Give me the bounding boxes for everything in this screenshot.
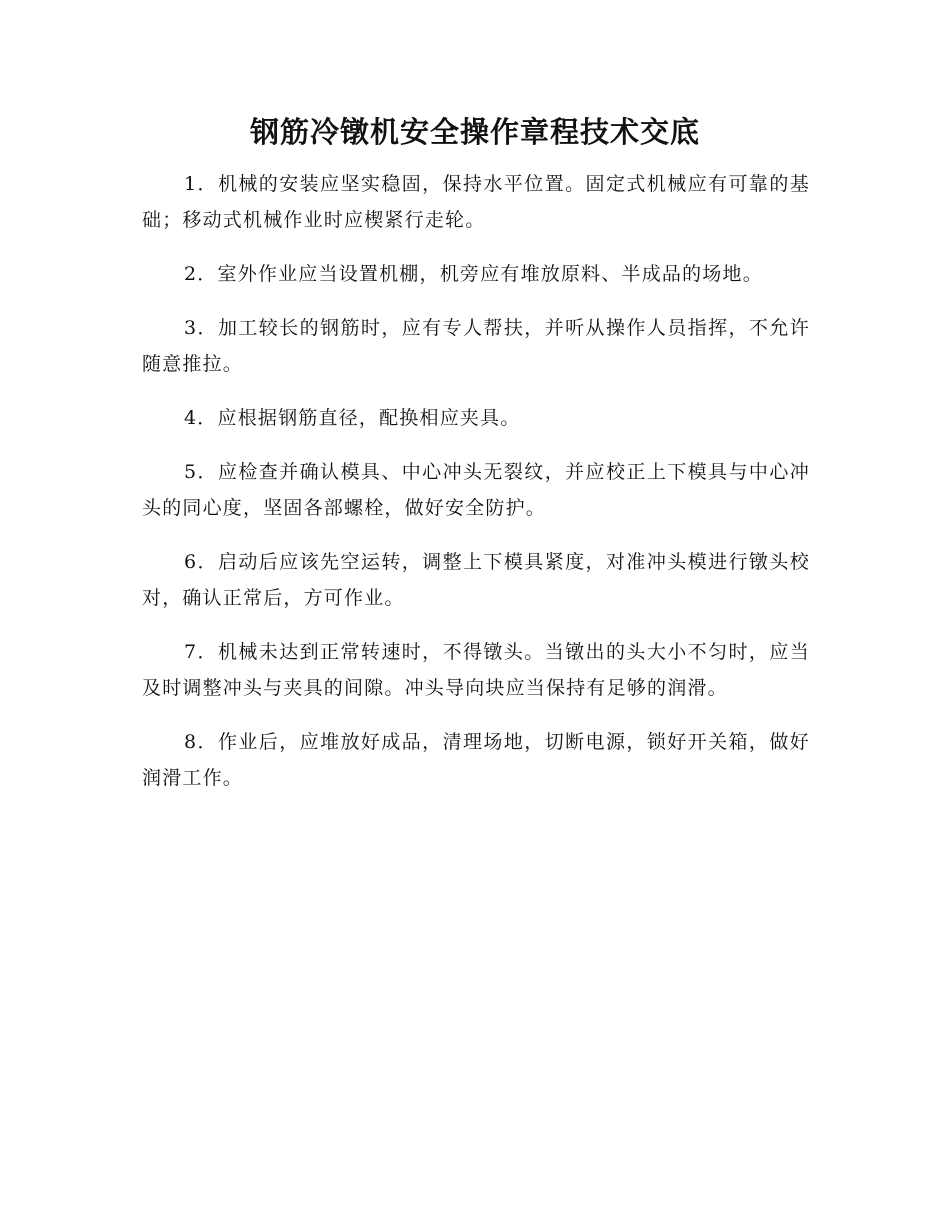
paragraph-number: 1． bbox=[184, 173, 218, 195]
paragraph-number: 4． bbox=[184, 407, 218, 429]
paragraph-1 bbox=[142, 166, 810, 238]
paragraph-number: 5． bbox=[184, 461, 218, 483]
paragraph-number: 6． bbox=[184, 551, 218, 573]
paragraph-3 bbox=[142, 310, 810, 382]
paragraph-text: 机械未达到正常转速时，不得镦头。当镦出的头大小不匀时，应当及时调整冲头与夹具的间隙。冲头导向块应当保持有足够的润滑。 bbox=[142, 641, 810, 699]
paragraph-text: 启动后应该先空运转，调整上下模具紧度，对准冲头模进行镦头校对，确认正常后，方可作业。 bbox=[142, 551, 810, 609]
paragraph-8 bbox=[142, 724, 810, 796]
paragraph-text: 应根据钢筋直径，配换相应夹具。 bbox=[217, 407, 521, 429]
paragraph-text: 机械的安装应坚实稳固，保持水平位置。固定式机械应有可靠的基础；移动式机械作业时应楔紧行走轮。 bbox=[142, 173, 810, 231]
paragraph-number: 8． bbox=[184, 731, 218, 753]
paragraph-number: 3． bbox=[184, 317, 218, 339]
paragraph-text: 应检查并确认模具、中心冲头无裂纹，并应校正上下模具与中心冲头的同心度，坚固各部螺栓，做好安全防护。 bbox=[142, 461, 810, 519]
paragraph-text: 作业后，应堆放好成品，清理场地，切断电源，锁好开关箱，做好润滑工作。 bbox=[142, 731, 810, 789]
paragraph-7 bbox=[142, 634, 810, 706]
paragraph-6 bbox=[142, 544, 810, 616]
paragraph-4 bbox=[142, 400, 810, 436]
paragraph-5 bbox=[142, 454, 810, 526]
document-body bbox=[142, 166, 810, 814]
paragraph-text: 加工较长的钢筋时，应有专人帮扶，并听从操作人员指挥，不允许随意推拉。 bbox=[142, 317, 810, 375]
paragraph-text: 室外作业应当设置机棚，机旁应有堆放原料、半成品的场地。 bbox=[217, 263, 763, 285]
paragraph-2 bbox=[142, 256, 810, 292]
paragraph-number: 2． bbox=[184, 263, 218, 285]
paragraph-number: 7． bbox=[184, 641, 218, 663]
document-title: 钢筋冷镦机安全操作章程技术交底 bbox=[249, 115, 700, 149]
